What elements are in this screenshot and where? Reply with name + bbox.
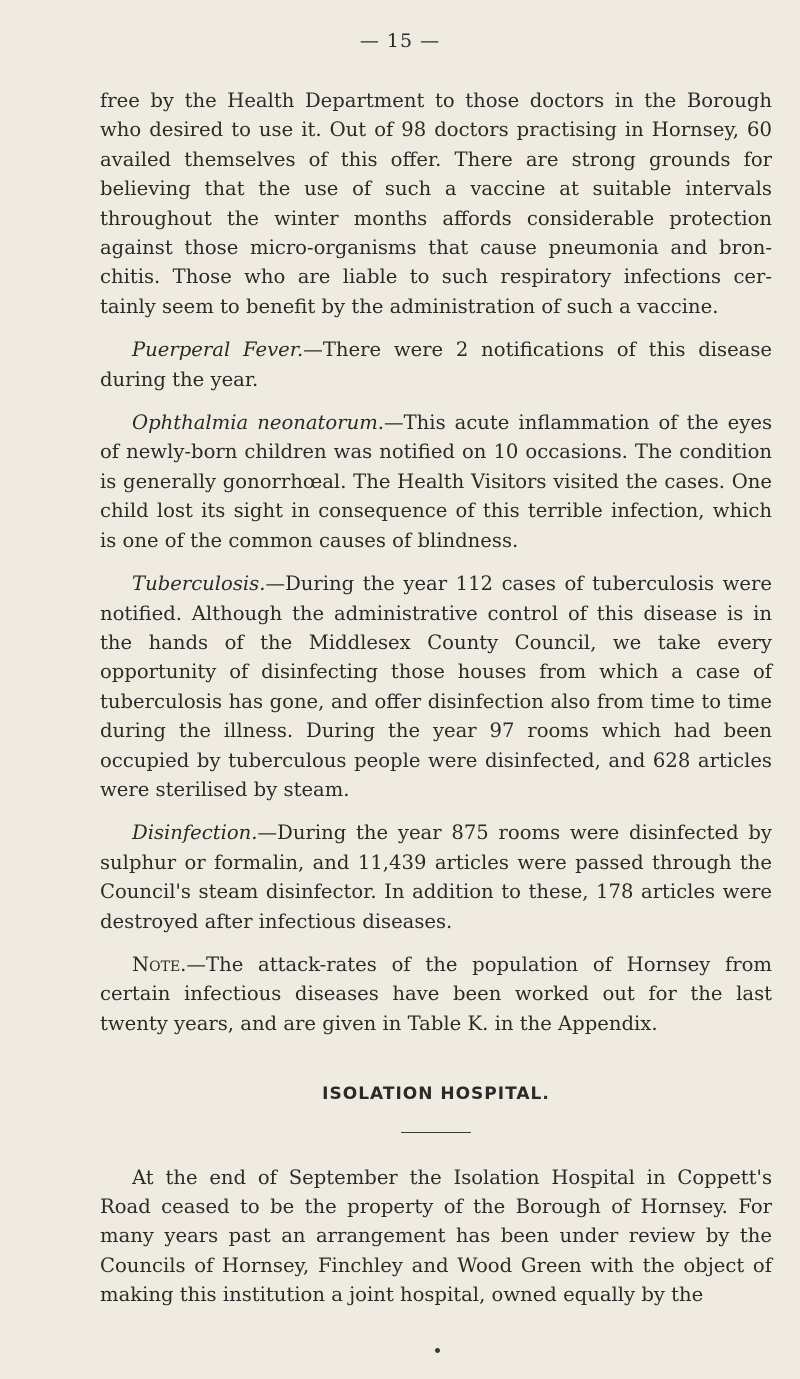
paragraph-text: —During the year 875 rooms were disinfected by sulphur or formalin, and 11,439 articles were passed through the Council's steam disinfector. In addition to these, 178 articles were destroyed after infectious diseases. bbox=[100, 821, 772, 933]
section-heading: ISOLATION HOSPITAL. bbox=[322, 1084, 550, 1105]
paragraph-text: —There were 2 notifications of this disease during the year. bbox=[100, 338, 772, 391]
paragraph-ophthalmia bbox=[100, 408, 772, 555]
paragraph-disinfection bbox=[100, 818, 772, 936]
paragraph-text: free by the Health Department to those doctors in the Borough who desired to use it. Out of 98 doctors practising in Hornsey, 60 availed themselves of this offer. There are strong grounds for believing that the use of such a vaccine at suitable intervals throughout the winter months affords considerable protection against those micro-organisms that cause pneumonia and bron-chitis. Those who are liable to such respiratory infections cer-tainly seem to benefit by the administration of such a vaccine. bbox=[100, 89, 772, 318]
note-label: Note. bbox=[132, 952, 187, 976]
paragraph-isolation-hospital bbox=[100, 1163, 772, 1310]
printer-mark-dot bbox=[435, 1348, 440, 1353]
paragraph-text: At the end of September the Isolation Hospital in Coppett's Road ceased to be the property of the Borough of Hornsey. For many years past an arrangement has been under review by the Councils of Hornsey, Finchley and Wood Green with the object of making this institution a joint hospital, owned equally by the bbox=[100, 1165, 772, 1307]
page-number: — 15 — bbox=[359, 30, 441, 52]
paragraph-vaccine bbox=[100, 86, 772, 321]
run-in-heading: Tuberculosis. bbox=[132, 572, 266, 596]
paragraph-tuberculosis bbox=[100, 569, 772, 804]
body-text bbox=[100, 86, 772, 1310]
run-in-heading: Disinfection. bbox=[132, 821, 258, 845]
paragraph-note bbox=[100, 950, 772, 1038]
paragraph-text: —During the year 112 cases of tuberculosis were notified. Although the administrative control of this disease is in the hands of the Middlesex County Council, we take every opportunity of disinfecting those houses from which a case of tuberculosis has gone, and offer disinfection also from time to time during the illness. During the year 97 rooms which had been occupied by tuberculous people were disinfected, and 628 articles were sterilised by steam. bbox=[100, 572, 772, 801]
run-in-heading: Ophthalmia neonatorum. bbox=[132, 411, 385, 435]
section-divider bbox=[401, 1132, 471, 1133]
paragraph-text: —This acute inflammation of the eyes of newly-born children was notified on 10 occasions. The condition is generally gonorrhœal. The Health Visitors visited the cases. One child lost its sight in consequence of this terrible infection, which is one of the common causes of blindness. bbox=[100, 411, 773, 552]
paragraph-puerperal-fever bbox=[100, 335, 772, 394]
run-in-heading: Puerperal Fever. bbox=[132, 338, 304, 362]
paragraph-text: —The attack-rates of the population of Hornsey from certain infectious diseases have been worked out for the last twenty years, and are given in Table K. in the Appendix. bbox=[100, 952, 772, 1035]
